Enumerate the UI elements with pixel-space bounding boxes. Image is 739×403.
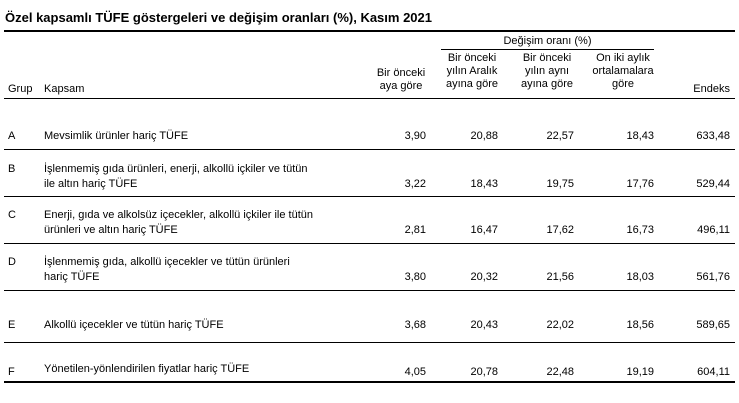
row-v5: 604,11 [697, 366, 730, 378]
row-grup: B [8, 163, 16, 175]
row-v1: 3,90 [404, 130, 426, 142]
row-v4: 19,19 [626, 366, 654, 378]
header-rule [4, 98, 735, 99]
row-divider [4, 243, 735, 244]
row-kapsam: Alkollü içecekler ve tütün hariç TÜFE [44, 319, 224, 331]
row-v5: 561,76 [696, 271, 730, 283]
row-v2: 20,32 [470, 271, 498, 283]
row-v2: 20,43 [470, 319, 498, 331]
row-v4: 16,73 [626, 224, 654, 236]
top-rule [4, 30, 735, 32]
row-divider [4, 342, 735, 343]
row-v1: 4,05 [404, 366, 426, 378]
page-title: Özel kapsamlı TÜFE göstergeleri ve değişim oranları (%), Kasım 2021 [5, 10, 432, 25]
bottom-rule [4, 381, 735, 383]
row-grup: C [8, 209, 16, 221]
row-v1: 3,68 [404, 319, 426, 331]
row-divider [4, 290, 735, 291]
change-rate-group-header: Değişim oranı (%) [503, 35, 592, 47]
col2-header: Bir önceki yılın Aralık ayına göre [446, 52, 498, 90]
row-v5: 496,11 [697, 224, 730, 236]
row-v3: 22,48 [546, 366, 574, 378]
row-grup: D [8, 256, 16, 268]
row-grup: E [8, 319, 16, 331]
row-v2: 18,43 [470, 178, 498, 190]
row-kapsam: Yönetilen-yönlendirilen fiyatlar hariç TÜFE [44, 363, 250, 375]
row-grup: F [8, 366, 15, 378]
col1-header: Bir önceki aya göre [376, 67, 426, 92]
row-v3: 21,56 [546, 271, 574, 283]
row-v3: 19,75 [546, 178, 574, 190]
grup-header: Grup [8, 83, 33, 95]
row-v3: 17,62 [546, 224, 574, 236]
row-v2: 20,78 [470, 366, 498, 378]
row-v4: 18,56 [626, 319, 654, 331]
row-v2: 16,47 [470, 224, 498, 236]
row-v2: 20,88 [470, 130, 498, 142]
row-kapsam: İşlenmemiş gıda, alkollü içecekler ve tütün ürünleri [44, 256, 290, 268]
row-kapsam-line2: ürünleri ve altın hariç TÜFE [44, 224, 178, 236]
row-v3: 22,02 [546, 319, 574, 331]
col3-header: Bir önceki yılın aynı ayına göre [521, 52, 573, 90]
row-kapsam: İşlenmemiş gıda ürünleri, enerji, alkollü içkiler ve tütün [44, 163, 308, 175]
row-kapsam-line2: ile altın hariç TÜFE [44, 178, 138, 190]
row-v1: 3,80 [404, 271, 426, 283]
group-header-rule [441, 49, 654, 50]
row-v5: 529,44 [696, 178, 730, 190]
row-v1: 2,81 [404, 224, 426, 236]
row-v4: 18,03 [626, 271, 654, 283]
kapsam-header: Kapsam [44, 83, 85, 95]
row-kapsam: Enerji, gıda ve alkolsüz içecekler, alkollü içkiler ile tütün [44, 209, 314, 221]
row-v5: 589,65 [696, 319, 730, 331]
col5-header: Endeks [693, 83, 730, 95]
row-divider [4, 149, 735, 150]
row-v4: 18,43 [626, 130, 654, 142]
row-v3: 22,57 [546, 130, 574, 142]
row-divider [4, 196, 735, 197]
row-v4: 17,76 [626, 178, 654, 190]
row-kapsam: Mevsimlik ürünler hariç TÜFE [44, 130, 189, 142]
col4-header: On iki aylık ortalamalara göre [592, 52, 654, 90]
row-v1: 3,22 [404, 178, 426, 190]
row-kapsam-line2: hariç TÜFE [44, 271, 100, 283]
row-grup: A [8, 130, 16, 142]
row-v5: 633,48 [696, 130, 730, 142]
